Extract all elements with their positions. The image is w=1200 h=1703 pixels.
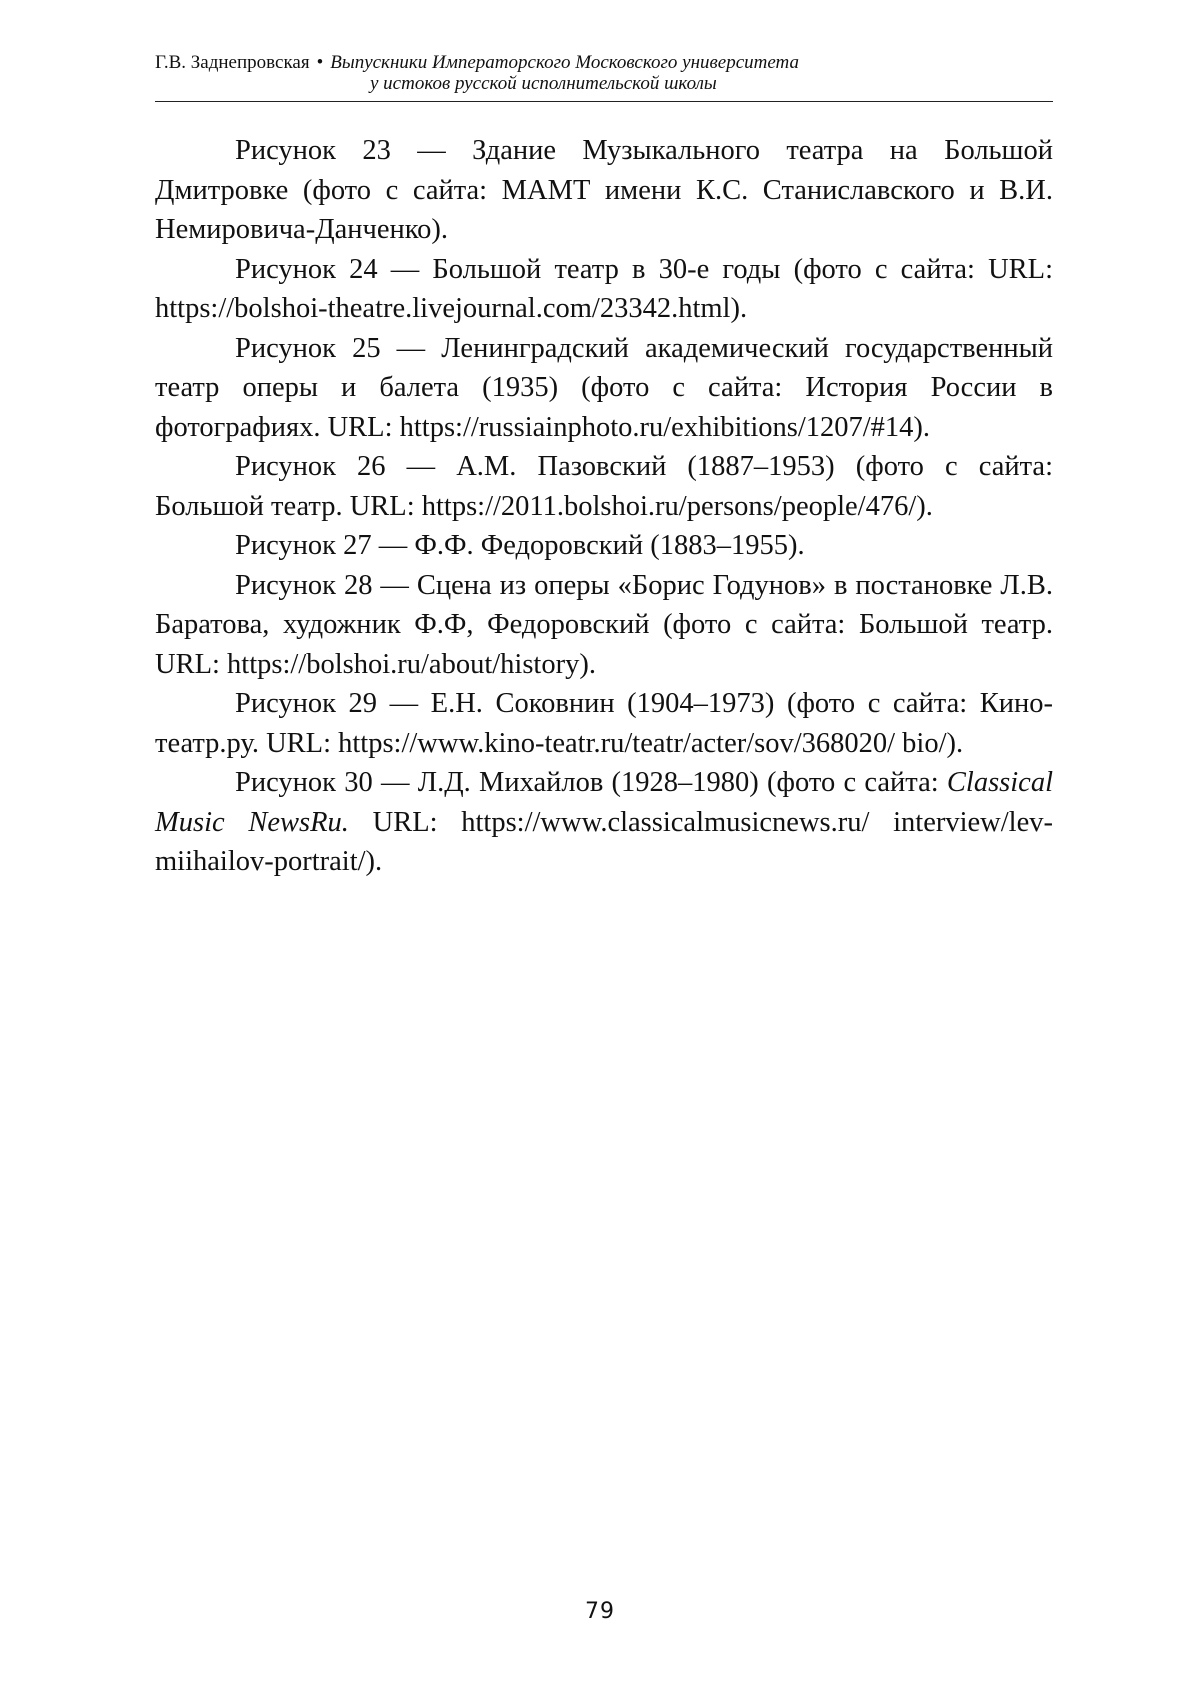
caption-30-start: Рисунок 30 — Л.Д. Михайлов (1928–1980) (фото с сайта: [235, 767, 947, 798]
caption-figure-29: Рисунок 29 — Е.Н. Соковнин (1904–1973) (фото с сайта: Ки­но-театр.ру. URL: https://www.kino-teatr.ru/teatr/acter/sov/368020/ bio/). [155, 684, 1053, 763]
caption-figure-24: Рисунок 24 — Большой театр в 30-е годы (фото с сайта: URL: https://bolshoi-theatre.livejournal.com/23342.html). [155, 250, 1053, 329]
header-bullet: • [317, 52, 324, 73]
caption-figure-26: Рисунок 26 — А.М. Пазовский (1887–1953) (фото с сайта: Большой театр. URL: https://2011.bolshoi.ru/persons/people/476/). [155, 447, 1053, 526]
caption-figure-23: Рисунок 23 — Здание Музыкального театра на Большой Дмитровке (фото с сайта: МАМТ имени К.С. Станиславского и В.И. Немировича-Данченко). [155, 131, 1053, 250]
page-number: 79 [0, 1599, 1200, 1624]
caption-figure-28: Рисунок 28 — Сцена из оперы «Борис Годунов» в постановке Л.В. Баратова, художник Ф.Ф, Федоровский (фото с сайта: Боль­шой театр. URL: https://bolshoi.ru/about/history). [155, 566, 1053, 685]
header-line-1 [155, 52, 1055, 73]
caption-figure-25: Рисунок 25 — Ленинградский академический государствен­ный театр оперы и балета (1935) (фото с сайта: История России в фотографиях. URL: https://russiainphoto.ru/exhibitions/1207/#14). [155, 329, 1053, 448]
caption-30-end: URL: https://www.classicalmusicnews.ru/ interview/lev-miihailov-portrait/). [155, 807, 1053, 878]
header-title-line-1: Выпускники Императорского Московского университета [330, 52, 799, 73]
header-title-line-2: у истоков русской исполнительской школы [155, 73, 1055, 94]
caption-30-source-name: Classical Music NewsRu. [155, 767, 1053, 838]
header-divider [155, 101, 1053, 102]
header-author: Г.В. Заднепровская [155, 52, 310, 73]
running-header [155, 52, 1055, 94]
caption-figure-30 [155, 763, 1053, 882]
caption-figure-27: Рисунок 27 — Ф.Ф. Федоровский (1883–1955). [155, 526, 1053, 566]
figure-captions-list [155, 131, 1053, 882]
